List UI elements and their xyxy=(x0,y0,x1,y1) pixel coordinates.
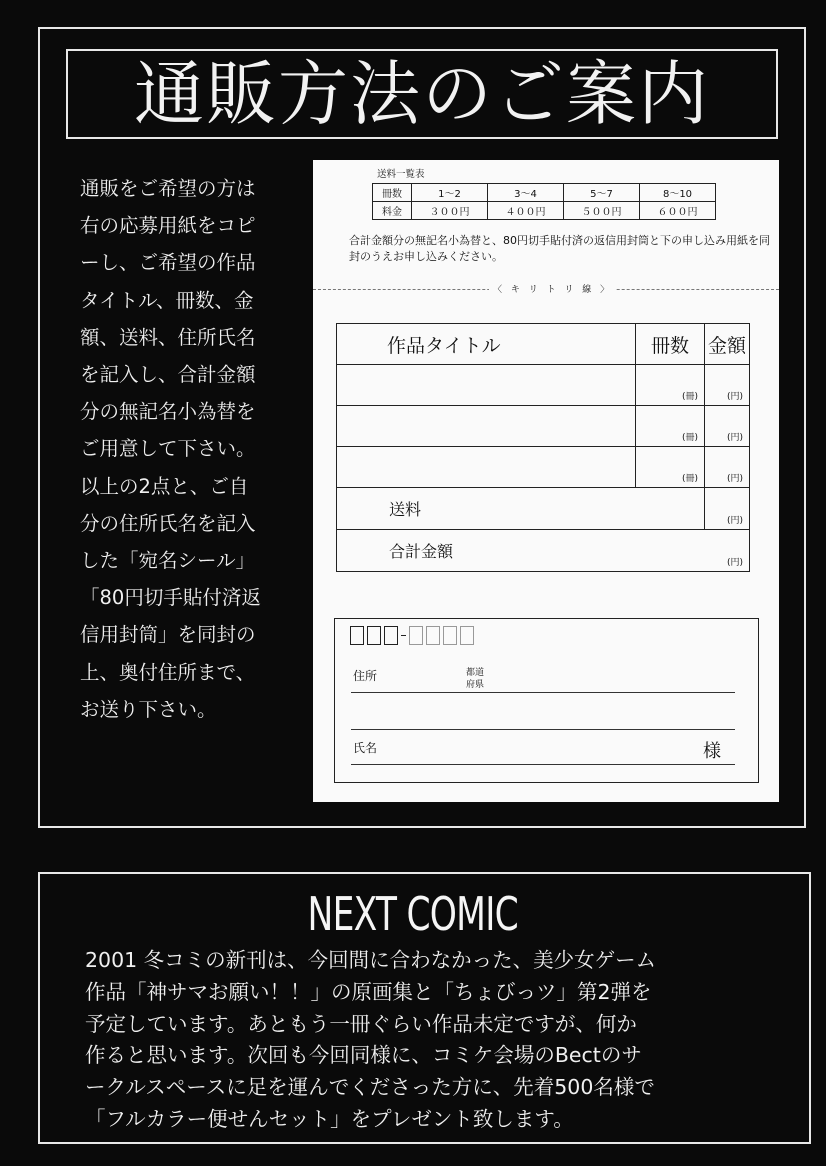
address-line[interactable] xyxy=(351,729,735,730)
next-comic-line: 予定しています。あともう一冊ぐらい作品未定ですが、何か xyxy=(85,1011,637,1036)
shipping-amount-cell[interactable] xyxy=(705,488,750,530)
fee-price-cell: ４００円 xyxy=(488,202,564,220)
instruction-line: を記入し、合計金額 xyxy=(80,363,256,387)
unit-label: (冊) xyxy=(681,474,698,484)
next-comic-body xyxy=(85,945,785,1136)
fee-price-cell: ６００円 xyxy=(640,202,716,220)
instruction-line: 「80円切手貼付済返 xyxy=(80,586,261,610)
unit-label: (冊) xyxy=(681,392,698,402)
count-cell[interactable] xyxy=(636,406,705,447)
form-note: 合計金額分の無記名小為替と、80円切手貼付済の返信用封筒と下の申し込み用紙を同封のうえお申し込みください。 xyxy=(349,234,770,263)
postal-code-boxes[interactable] xyxy=(350,626,474,645)
title-cell[interactable] xyxy=(337,447,636,488)
instruction-line: 通販をご希望の方は xyxy=(80,177,256,200)
unit-label: (円) xyxy=(726,392,743,402)
col-title-header: 作品タイトル xyxy=(337,324,636,365)
col-amount-header: 金額 xyxy=(705,324,750,365)
instruction-line: タイトル、冊数、金 xyxy=(80,288,254,312)
title-cell[interactable] xyxy=(337,365,636,406)
instruction-line: ご用意して下さい。 xyxy=(80,437,256,461)
unit-label: (円) xyxy=(726,433,743,443)
next-comic-line: 「フルカラー便せんセット」をプレゼント致します。 xyxy=(85,1106,574,1131)
next-comic-title: NEXT COMIC xyxy=(307,887,518,941)
fee-count-cell: 8～10 xyxy=(640,184,716,202)
next-comic-line: 2001 冬コミの新刊は、今回間に合わなかった、美少女ゲーム xyxy=(85,948,657,972)
count-cell[interactable] xyxy=(636,365,705,406)
fee-table xyxy=(372,183,716,220)
name-line[interactable] xyxy=(351,764,735,765)
next-comic-line: 作品「神サマお願い！！」の原画集と「ちょびっツ」第2弾を xyxy=(85,979,652,1004)
unit-label: (円) xyxy=(726,474,743,484)
order-table xyxy=(336,323,750,572)
prefecture-label xyxy=(466,667,484,691)
fee-count-cell: 1～2 xyxy=(412,184,488,202)
shipping-label: 送料 xyxy=(337,488,705,530)
count-cell[interactable] xyxy=(636,447,705,488)
cut-line-label: 〈 キ リ ト リ 線 〉 xyxy=(489,282,616,295)
address-label-form xyxy=(334,618,759,783)
instruction-line: ーし、ご希望の作品 xyxy=(80,251,256,275)
fee-count-cell: 5～7 xyxy=(564,184,640,202)
amount-cell[interactable] xyxy=(705,447,750,488)
instruction-line: お送り下さい。 xyxy=(80,697,217,721)
name-label: 氏名 xyxy=(353,741,378,755)
amount-cell[interactable] xyxy=(705,406,750,447)
instruction-line: 以上の2点と、ご自 xyxy=(80,474,249,498)
instruction-line: 額、送料、住所氏名 xyxy=(80,325,256,349)
instruction-line: 右の応募用紙をコピ xyxy=(80,214,256,238)
title-cell[interactable] xyxy=(337,406,636,447)
total-label[interactable] xyxy=(337,530,750,572)
col-count-header: 冊数 xyxy=(636,324,705,365)
unit-label: (円) xyxy=(726,558,743,568)
address-label: 住所 xyxy=(353,669,378,683)
unit-label: (円) xyxy=(726,516,743,526)
instruction-line: 信用封筒」を同封の xyxy=(80,623,256,647)
fee-row-label: 冊数 xyxy=(373,184,412,202)
title-box xyxy=(66,49,778,139)
next-comic-line: ークルスペースに足を運んでくださった方に、先着500名様で xyxy=(85,1075,655,1100)
fee-count-cell: 3～4 xyxy=(488,184,564,202)
instructions-text xyxy=(80,170,295,728)
amount-cell[interactable] xyxy=(705,365,750,406)
instruction-line: した「宛名シール」 xyxy=(80,549,256,573)
instruction-line: 分の無記名小為替を xyxy=(80,400,256,424)
total-label-text: 合計金額 xyxy=(389,542,454,561)
prefecture-line: 都道 xyxy=(466,668,485,678)
next-comic-line: 作ると思います。次回も今回同様に、コミケ会場のBectのサ xyxy=(85,1043,642,1068)
fee-price-cell: ５００円 xyxy=(564,202,640,220)
instruction-line: 上、奥付住所まで、 xyxy=(80,660,256,684)
fee-price-cell: ３００円 xyxy=(412,202,488,220)
order-form xyxy=(313,160,779,802)
address-line[interactable] xyxy=(351,692,735,693)
prefecture-line: 府県 xyxy=(466,680,485,690)
page-title: 通販方法のご案内 xyxy=(134,53,710,135)
honorific: 様 xyxy=(703,741,721,762)
unit-label: (冊) xyxy=(681,433,698,443)
fee-table-caption: 送料一覧表 xyxy=(377,169,425,180)
fee-row-label: 料金 xyxy=(373,202,412,220)
instruction-line: 分の住所氏名を記入 xyxy=(80,511,256,535)
